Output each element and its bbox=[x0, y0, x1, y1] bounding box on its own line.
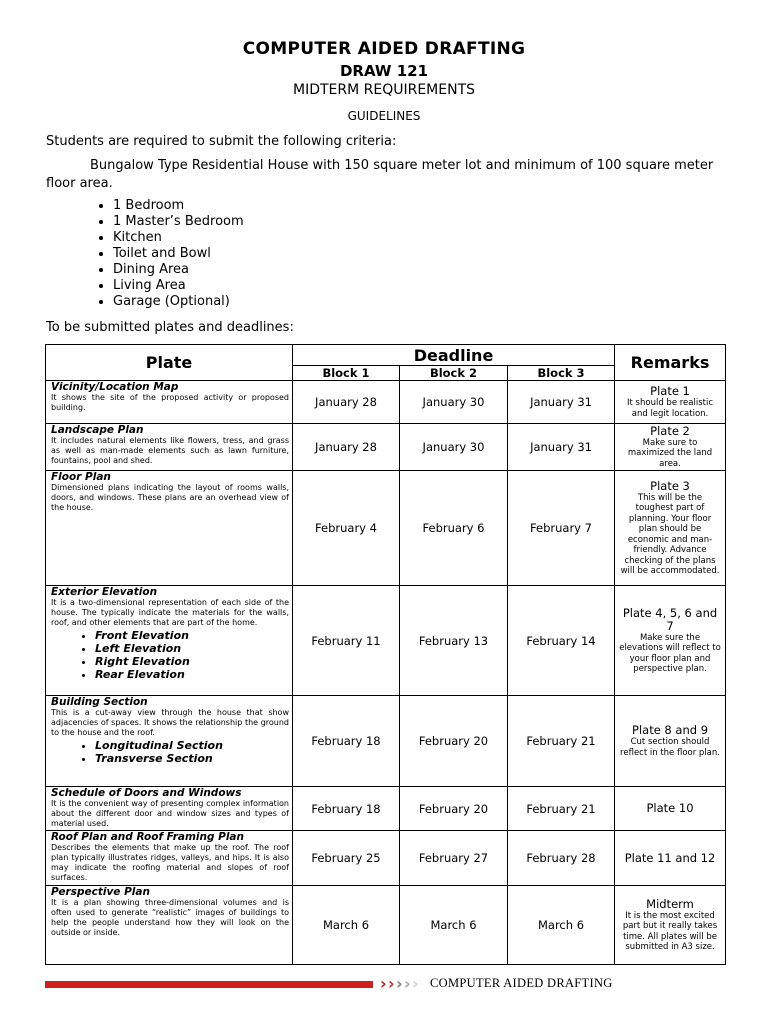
sub-plate-item: • Front Elevation bbox=[95, 629, 289, 642]
remark-plate-number: Plate 4, 5, 6 and 7 bbox=[622, 605, 718, 633]
plates-table bbox=[45, 344, 726, 965]
sub-plate-list bbox=[51, 739, 289, 765]
room-list-item: • Living Area bbox=[113, 278, 244, 294]
document-subtitle: MIDTERM REQUIREMENTS bbox=[292, 82, 476, 98]
table-row bbox=[46, 381, 726, 424]
remark-plate-number: Plate 3 bbox=[650, 478, 690, 493]
plate-cell bbox=[46, 831, 293, 886]
plate-description: Describes the elements that make up the roof. The roof plan typically illustrates ridges, valleys, and hips. It is also may indicate the roofing material and slopes of roof surfaces. bbox=[51, 843, 289, 882]
deadline-block-3: February 21 bbox=[508, 787, 615, 831]
sub-plate-item: • Right Elevation bbox=[95, 655, 289, 668]
remarks-cell bbox=[615, 424, 726, 471]
chevron-right-icon: › bbox=[388, 974, 395, 993]
block-1-header: Block 1 bbox=[293, 366, 400, 381]
table-row bbox=[46, 586, 726, 696]
deadline-block-2: January 30 bbox=[400, 424, 508, 471]
deadline-block-1: January 28 bbox=[293, 381, 400, 424]
footer-text: COMPUTER AIDED DRAFTING bbox=[430, 976, 613, 990]
sub-plate-list bbox=[51, 629, 289, 681]
table-row bbox=[46, 424, 726, 471]
remark-plate-number: Midterm bbox=[646, 896, 694, 911]
plate-title: Vicinity/Location Map bbox=[51, 381, 179, 393]
plates-intro-text: To be submitted plates and deadlines: bbox=[46, 320, 294, 335]
remark-plate-number: Plate 8 and 9 bbox=[632, 723, 709, 737]
plate-description: It shows the site of the proposed activity or proposed building. bbox=[51, 393, 289, 412]
plate-title: Building Section bbox=[51, 696, 148, 708]
table-row bbox=[46, 831, 726, 886]
deadline-block-3: March 6 bbox=[508, 886, 615, 965]
section-heading: GUIDELINES bbox=[347, 109, 421, 123]
deadline-block-2: January 30 bbox=[400, 381, 508, 424]
remarks-cell bbox=[615, 831, 726, 886]
room-list-item: • 1 Master’s Bedroom bbox=[113, 214, 244, 230]
remark-plate-number: Plate 1 bbox=[650, 384, 690, 398]
plate-column-header: Plate bbox=[46, 345, 293, 381]
plate-description: It is a plan showing three-dimensional volumes and is often used to generate “realistic” images of buildings to help the people understand how they will look on the outside or inside. bbox=[51, 898, 289, 937]
sub-plate-item: • Left Elevation bbox=[95, 642, 289, 655]
room-list-item: • Dining Area bbox=[113, 262, 244, 278]
deadline-block-2: February 20 bbox=[400, 696, 508, 787]
plate-cell bbox=[46, 381, 293, 424]
plate-description: It is a two-dimensional representation of each side of the house. The typically indicate the materials for the walls, roof, and other elements that are part of the home. bbox=[51, 598, 289, 627]
plate-cell bbox=[46, 886, 293, 965]
plate-title: Exterior Elevation bbox=[51, 586, 158, 598]
remarks-cell bbox=[615, 787, 726, 831]
deadline-block-3: February 14 bbox=[508, 586, 615, 696]
deadline-block-3: January 31 bbox=[508, 424, 615, 471]
deadline-block-1: February 25 bbox=[293, 831, 400, 886]
plate-cell bbox=[46, 696, 293, 787]
remark-note: It is the most excited part but it really takes time. All plates will be submitted in A3 size. bbox=[622, 910, 718, 952]
deadline-block-3: February 7 bbox=[508, 471, 615, 586]
deadline-block-2: February 13 bbox=[400, 586, 508, 696]
plate-cell bbox=[46, 424, 293, 471]
deadline-block-2: March 6 bbox=[400, 886, 508, 965]
plate-title: Landscape Plan bbox=[51, 424, 144, 436]
block-2-header: Block 2 bbox=[400, 366, 508, 381]
intro-text: Students are required to submit the following criteria: bbox=[46, 134, 397, 149]
plate-description: Dimensioned plans indicating the layout of rooms walls, doors, and windows. These plans are an overhead view of the house. bbox=[51, 483, 289, 512]
deadline-block-3: January 31 bbox=[508, 381, 615, 424]
remark-note: It should be realistic and legit location. bbox=[627, 398, 714, 419]
remark-note: This will be the toughest part of planning. Your floor plan should be economic and man-friendly. Advance checking of the plans will be accommodated. bbox=[620, 492, 720, 576]
deadline-block-3: February 28 bbox=[508, 831, 615, 886]
table-row bbox=[46, 696, 726, 787]
plate-cell bbox=[46, 787, 293, 831]
table-row bbox=[46, 886, 726, 965]
plate-title: Schedule of Doors and Windows bbox=[51, 787, 242, 799]
remarks-column-header: Remarks bbox=[615, 345, 726, 381]
remarks-cell bbox=[615, 381, 726, 424]
plate-title: Perspective Plan bbox=[51, 886, 150, 898]
room-list-item: • Garage (Optional) bbox=[113, 294, 244, 310]
project-description: Bungalow Type Residential House with 150 square meter lot and minimum of 100 square meter floor area. bbox=[46, 158, 714, 191]
room-list bbox=[92, 198, 244, 310]
remarks-cell bbox=[615, 696, 726, 787]
footer-bar bbox=[45, 981, 373, 988]
deadline-block-1: February 4 bbox=[293, 471, 400, 586]
page-footer bbox=[45, 975, 725, 993]
sub-plate-item: • Longitudinal Section bbox=[95, 739, 289, 752]
remark-note: Make sure to maximized the land area. bbox=[627, 437, 713, 469]
remark-plate-number: Plate 11 and 12 bbox=[624, 850, 716, 865]
table-row bbox=[46, 471, 726, 586]
remark-note: Make sure the elevations will reflect to your floor plan and perspective plan. bbox=[619, 632, 721, 674]
deadline-block-2: February 27 bbox=[400, 831, 508, 886]
sub-plate-item: • Transverse Section bbox=[95, 752, 289, 765]
deadline-block-1: March 6 bbox=[293, 886, 400, 965]
room-list-item: • Kitchen bbox=[113, 230, 244, 246]
remark-plate-number: Plate 2 bbox=[650, 423, 690, 438]
chevron-right-icon: › bbox=[404, 974, 411, 993]
remark-plate-number: Plate 10 bbox=[646, 801, 694, 815]
remarks-cell bbox=[615, 886, 726, 965]
plate-description: It includes natural elements like flowers, tress, and grass as well as man-made elements such as lawn furniture, fountains, pool and shed. bbox=[51, 436, 289, 465]
plate-description: This is a cut-away view through the house that show adjacencies of spaces. It shows the relationship the ground to the house and the roof. bbox=[51, 708, 289, 737]
deadline-block-3: February 21 bbox=[508, 696, 615, 787]
room-list-item: • 1 Bedroom bbox=[113, 198, 244, 214]
table-row bbox=[46, 787, 726, 831]
deadline-block-2: February 20 bbox=[400, 787, 508, 831]
deadline-block-1: February 18 bbox=[293, 696, 400, 787]
deadline-block-1: February 11 bbox=[293, 586, 400, 696]
deadline-block-2: February 6 bbox=[400, 471, 508, 586]
remarks-cell bbox=[615, 586, 726, 696]
remark-note: Cut section should reflect in the floor plan. bbox=[620, 737, 720, 758]
document-title: COMPUTER AIDED DRAFTING bbox=[242, 39, 526, 59]
chevron-right-icon: › bbox=[380, 974, 387, 993]
deadline-block-1: January 28 bbox=[293, 424, 400, 471]
deadline-column-header: Deadline bbox=[293, 345, 615, 366]
room-list-item: • Toilet and Bowl bbox=[113, 246, 244, 262]
block-3-header: Block 3 bbox=[508, 366, 615, 381]
course-code: DRAW 121 bbox=[339, 62, 428, 80]
remarks-cell bbox=[615, 471, 726, 586]
plate-cell bbox=[46, 471, 293, 586]
sub-plate-item: • Rear Elevation bbox=[95, 668, 289, 681]
deadline-block-1: February 18 bbox=[293, 787, 400, 831]
plate-title: Floor Plan bbox=[51, 471, 111, 483]
chevron-right-icon: › bbox=[396, 974, 403, 993]
plate-description: It is the convenient way of presenting complex information about the different door and window sizes and types of material used. bbox=[51, 799, 289, 828]
plate-title: Roof Plan and Roof Framing Plan bbox=[51, 831, 244, 843]
plate-cell bbox=[46, 586, 293, 696]
chevron-right-icon: › bbox=[412, 974, 419, 993]
